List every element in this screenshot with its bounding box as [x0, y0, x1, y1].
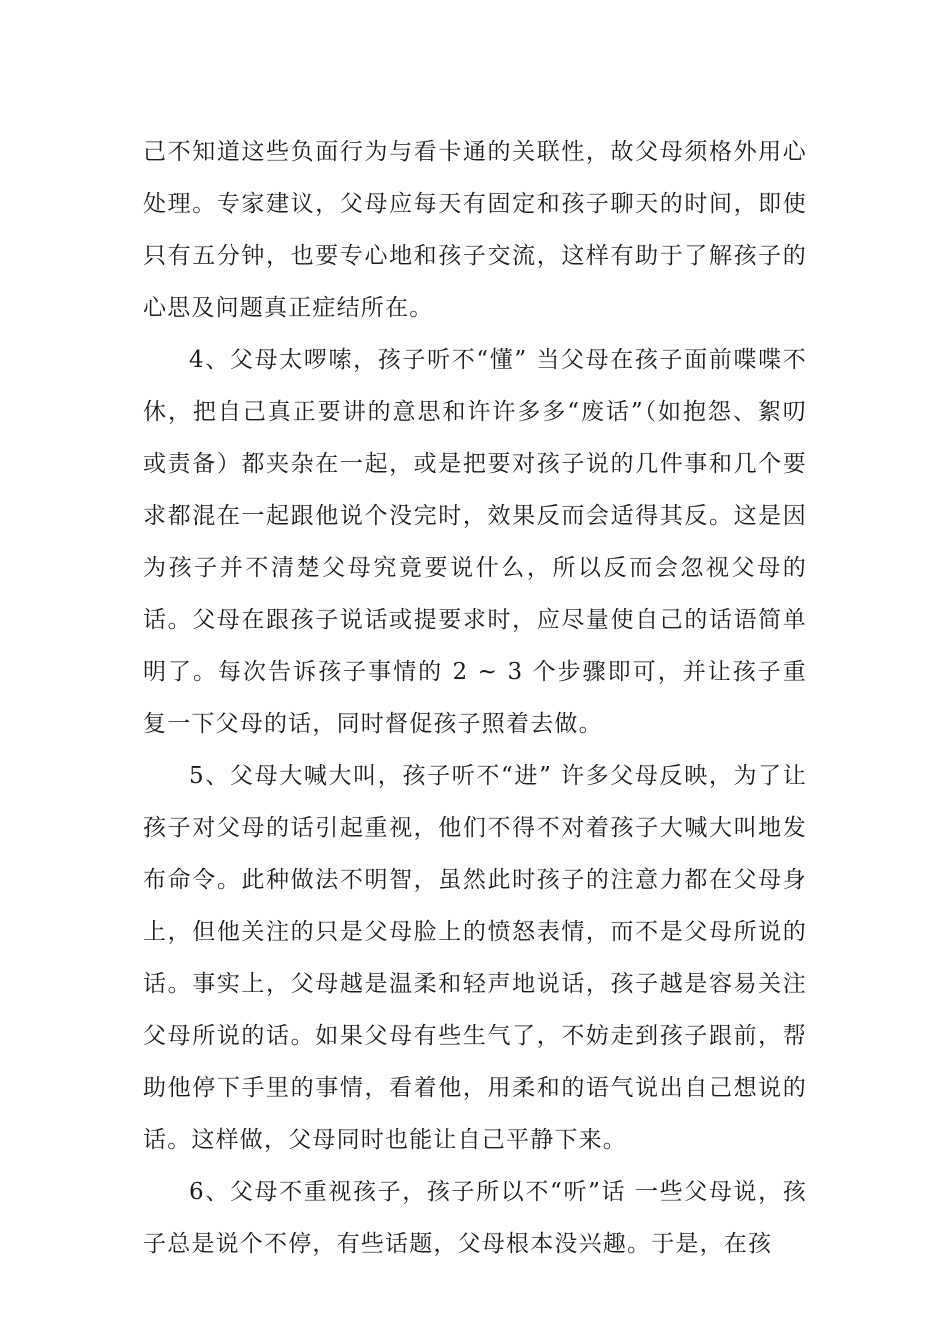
paragraph-continuation: 己不知道这些负面行为与看卡通的关联性，故父母须格外用心处理。专家建议，父母应每天有固定和孩子聊天的时间，即使只有五分钟，也要专心地和孩子交流，这样有助于了解孩子的心思及问题真正症结所在。	[143, 139, 807, 321]
paragraph-point-6: 6、父母不重视孩子，孩子所以不“听”话 一些父母说，孩子总是说个不停，有些话题，父母根本没兴趣。于是，在孩	[143, 1179, 807, 1257]
paragraph-point-4: 4、父母太啰嗦，孩子听不“懂” 当父母在孩子面前喋喋不休，把自己真正要讲的意思和许许多多“废话”（如抱怨、絮叨或责备）都夹杂在一起，或是把要对孩子说的几件事和几个要求都混在一起跟他说个没完时，效果反而会适得其反。这是因为孩子并不清楚父母究竟要说什么，所以反而会忽视父母的话。父母在跟孩子说话或提要求时，应尽量使自己的话语简单明了。每次告诉孩子事情的 2 ~ 3 个步骤即可，并让孩子重复一下父母的话，同时督促孩子照着去做。	[143, 347, 807, 737]
paragraph-point-5: 5、父母大喊大叫，孩子听不“进” 许多父母反映，为了让孩子对父母的话引起重视，他们不得不对着孩子大喊大叫地发布命令。此种做法不明智，虽然此时孩子的注意力都在父母身上，但他关注的只是父母脸上的愤怒表情，而不是父母所说的话。事实上，父母越是温柔和轻声地说话，孩子越是容易关注父母所说的话。如果父母有些生气了，不妨走到孩子跟前，帮助他停下手里的事情，看着他，用柔和的语气说出自己想说的话。这样做，父母同时也能让自己平静下来。	[143, 763, 807, 1153]
document-body	[143, 126, 807, 1270]
